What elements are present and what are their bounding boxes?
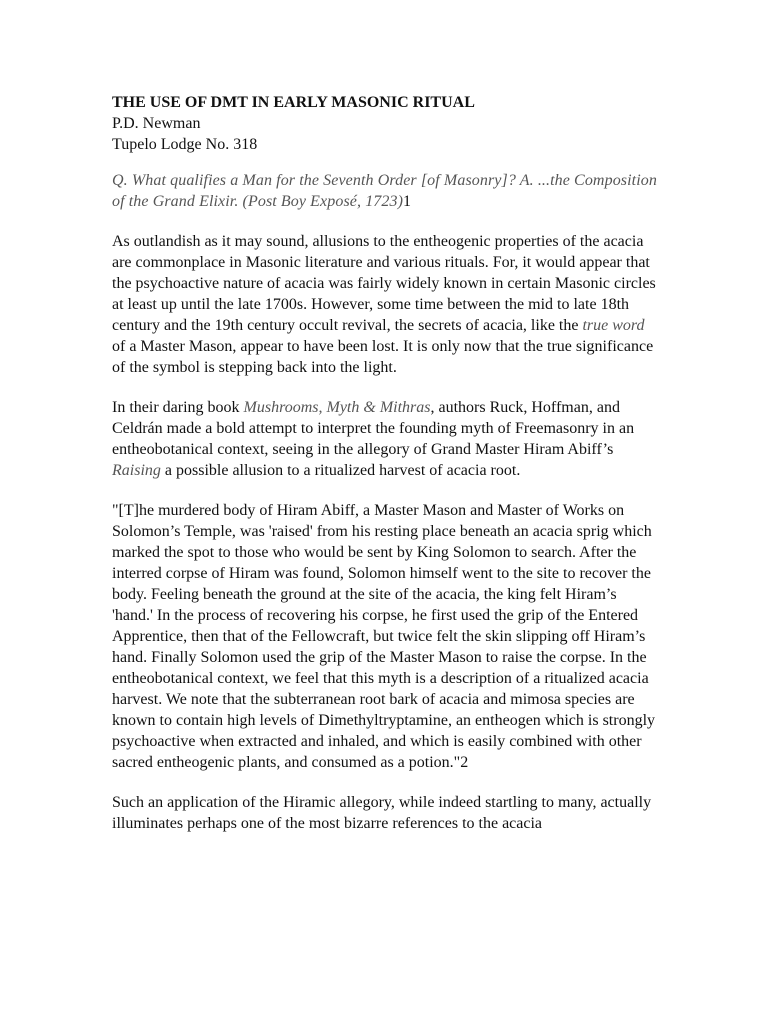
paragraph-text: of a Master Mason, appear to have been lost. It is only now that the true significance of the symbol is stepping back into the light. xyxy=(112,338,654,376)
paragraph-text: , authors Ruck, Hoffman, and Celdrán made a bold attempt to interpret the founding myth of Freemasonry in an entheobotanical context, seeing in the allegory of Grand Master Hiram Abiff’s xyxy=(112,399,635,458)
paragraph-ruck xyxy=(112,397,660,481)
paragraph-intro xyxy=(112,231,660,378)
document-title: THE USE OF DMT IN EARLY MASONIC RITUAL xyxy=(112,94,475,111)
epigraph-text: Q. What qualifies a Man for the Seventh Order [of Masonry]? A. ...the Composition of the Grand Elixir. (Post Boy Exposé, 1723) xyxy=(112,172,657,210)
document-page xyxy=(112,92,660,853)
paragraph-text: In their daring book xyxy=(112,399,244,416)
lodge-name: Tupelo Lodge No. 318 xyxy=(112,136,258,153)
title-block xyxy=(112,92,660,155)
emphasis-raising: Raising xyxy=(112,462,161,479)
epigraph xyxy=(112,170,660,212)
book-title: Mushrooms, Myth & Mithras xyxy=(243,399,431,416)
quote-text: "[T]he murdered body of Hiram Abiff, a Master Mason and Master of Works on Solomon’s Temple, was 'raised' from his resting place beneath an acacia sprig which marked the spot to those who would be sent by King Solomon to search. After the interred corpse of Hiram was found, Solomon himself went to the site to recover the body. Feeling beneath the ground at the site of the acacia, the king felt Hiram’s 'hand.' In the process of recovering his corpse, he first used the grip of the Entered Apprentice, then that of the Fellowcraft, but twice felt the skin slipping off Hiram’s hand. Finally Solomon used the grip of the Master Mason to raise the corpse. In the entheobotanical context, we feel that this myth is a description of a ritualized acacia harvest. We note that the subterranean root bark of acacia and mimosa species are known to contain high levels of Dimethyltryptamine, an entheogen which is strongly psychoactive when extracted and inhaled, and which is easily combined with other sacred entheogenic plants, and consumed as a potion."2 xyxy=(112,502,656,771)
paragraph-application xyxy=(112,792,660,834)
footnote-marker: 1 xyxy=(403,193,412,210)
emphasis-true-word: true word xyxy=(582,317,645,334)
paragraph-text: Such an application of the Hiramic allegory, while indeed startling to many, actually illuminates perhaps one of the most bizarre references to the acacia xyxy=(112,794,652,832)
paragraph-text: a possible allusion to a ritualized harvest of acacia root. xyxy=(160,462,521,479)
block-quote xyxy=(112,500,660,773)
author-name: P.D. Newman xyxy=(112,115,201,132)
paragraph-text: As outlandish as it may sound, allusions to the entheogenic properties of the acacia are commonplace in Masonic literature and various rituals. For, it would appear that the psychoactive nature of acacia was fairly widely known in certain Masonic circles at least up until the late 1700s. However, some time between the mid to late 18th century and the 19th century occult revival, the secrets of acacia, like the xyxy=(112,233,656,334)
